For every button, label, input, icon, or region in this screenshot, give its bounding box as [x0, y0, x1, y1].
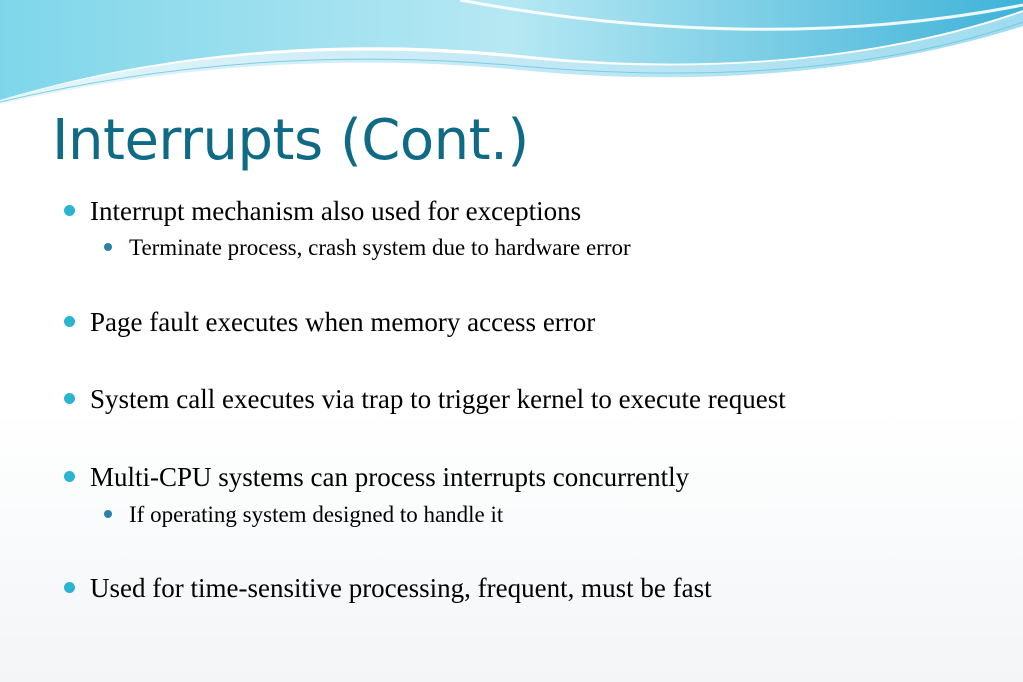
bullet-text: Multi-CPU systems can process interrupts concurrently [90, 462, 690, 492]
bullet-text: System call executes via trap to trigger kernel to execute request [90, 384, 786, 414]
bullet-dot-icon [64, 393, 75, 404]
bullet-item [64, 196, 581, 227]
bullet-text: Terminate process, crash system due to hardware error [129, 235, 631, 260]
bullet-item [64, 384, 786, 415]
bullet-text: Page fault executes when memory access error [90, 307, 596, 337]
sub-bullet-item [104, 235, 631, 261]
bullet-item [64, 307, 595, 338]
bullet-dot-icon [64, 205, 75, 216]
bullet-dot-icon [64, 316, 75, 327]
bullet-text: If operating system designed to handle it [129, 502, 504, 527]
bullet-text: Interrupt mechanism also used for exceptions [90, 196, 582, 226]
bullet-text: Used for time-sensitive processing, frequent, must be fast [90, 573, 712, 603]
bullet-dot-icon [104, 243, 112, 251]
bullet-dot-icon [104, 510, 112, 518]
sub-bullet-item [104, 502, 503, 528]
bullet-item [64, 573, 712, 604]
bullet-dot-icon [64, 471, 75, 482]
slide-title: Interrupts (Cont.) [52, 108, 529, 173]
bullet-item [64, 462, 689, 493]
bullet-dot-icon [64, 582, 75, 593]
